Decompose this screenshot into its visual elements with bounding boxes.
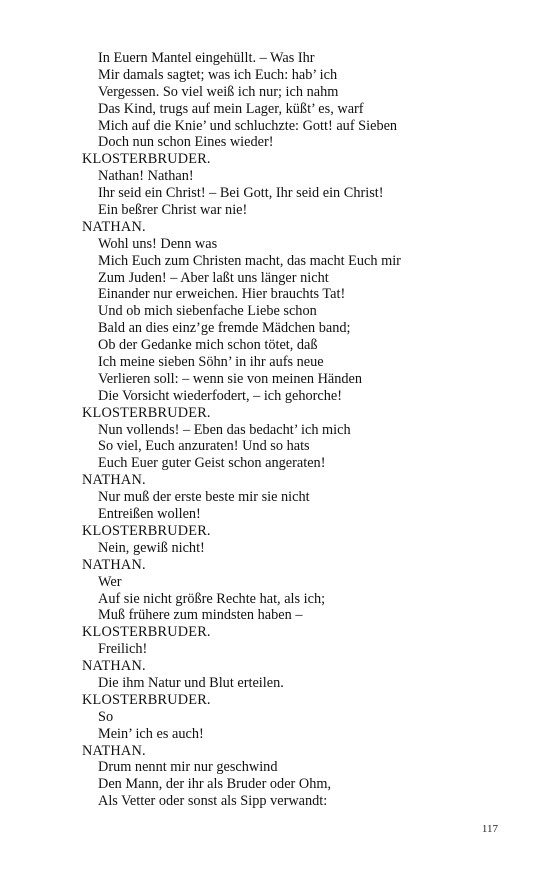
verse-line: Auf sie nicht größre Rechte hat, als ich; [98, 590, 326, 607]
verse-line: Zum Juden! – Aber laßt uns länger nicht [98, 269, 329, 286]
verse-line: Verlieren soll: – wenn sie von meinen Händen [98, 370, 363, 387]
verse-line: Euch Euer guter Geist schon angeraten! [98, 455, 326, 472]
verse-line: So viel, Euch anzuraten! Und so hats [98, 438, 310, 455]
verse-line: Die ihm Natur und Blut erteilen. [98, 674, 284, 691]
verse-line: Ob der Gedanke mich schon tötet, daß [98, 337, 318, 354]
verse-line: Mich Euch zum Christen macht, das macht Euch mir [98, 252, 401, 269]
speaker-name: KLOSTERBRUDER. [82, 624, 211, 641]
verse-line: Drum nennt mir nur geschwind [98, 759, 278, 776]
verse-line: Das Kind, trugs auf mein Lager, küßt’ es, warf [98, 100, 364, 117]
verse-line: Nathan! Nathan! [98, 168, 194, 185]
speaker-name: NATHAN. [82, 658, 146, 675]
verse-line: Nein, gewiß nicht! [98, 539, 205, 556]
speaker-name: KLOSTERBRUDER. [82, 151, 211, 168]
verse-line: Bald an dies einz’ge fremde Mädchen band; [98, 320, 351, 337]
page-number: 117 [481, 823, 498, 835]
play-text-column [82, 50, 522, 810]
verse-line: Mein’ ich es auch! [98, 725, 204, 742]
verse-line: Den Mann, der ihr als Bruder oder Ohm, [98, 776, 332, 793]
verse-line: Einander nur erweichen. Hier brauchts Tat! [98, 286, 346, 303]
verse-line: Ich meine sieben Söhn’ in ihr aufs neue [98, 354, 324, 371]
verse-line: Mich auf die Knie’ und schluchzte: Gott! auf Sieben [98, 117, 398, 134]
verse-line: Wohl uns! Denn was [98, 235, 218, 252]
speaker-name: NATHAN. [82, 556, 146, 573]
verse-line: Entreißen wollen! [98, 506, 201, 523]
verse-line: Ein beßrer Christ war nie! [98, 202, 248, 219]
verse-line: Doch nun schon Eines wieder! [98, 134, 274, 151]
verse-line: Ihr seid ein Christ! – Bei Gott, Ihr seid ein Christ! [98, 185, 384, 202]
speaker-name: KLOSTERBRUDER. [82, 691, 211, 708]
speaker-name: KLOSTERBRUDER. [82, 522, 211, 539]
speaker-name: KLOSTERBRUDER. [82, 404, 211, 421]
speaker-name: NATHAN. [82, 218, 146, 235]
verse-line: Freilich! [98, 641, 148, 658]
speaker-name: NATHAN. [82, 742, 146, 759]
verse-line: In Euern Mantel eingehüllt. – Was Ihr [98, 50, 315, 66]
verse-line: So [98, 708, 114, 725]
verse-line: Wer [98, 573, 122, 590]
verse-line: Und ob mich siebenfache Liebe schon [98, 303, 317, 320]
verse-line: Nur muß der erste beste mir sie nicht [98, 489, 310, 506]
verse-line: Nun vollends! – Eben das bedacht’ ich mich [98, 421, 351, 438]
verse-line: Muß frühere zum mindsten haben – [98, 607, 303, 624]
verse-line: Mir damals sagtet; was ich Euch: hab’ ich [98, 66, 338, 83]
verse-line: Als Vetter oder sonst als Sipp verwandt: [98, 793, 328, 810]
verse-line: Die Vorsicht wiederfodert, – ich gehorche! [98, 387, 343, 404]
speaker-name: NATHAN. [82, 472, 146, 489]
verse-line: Vergessen. So viel weiß ich nur; ich nahm [98, 83, 339, 100]
